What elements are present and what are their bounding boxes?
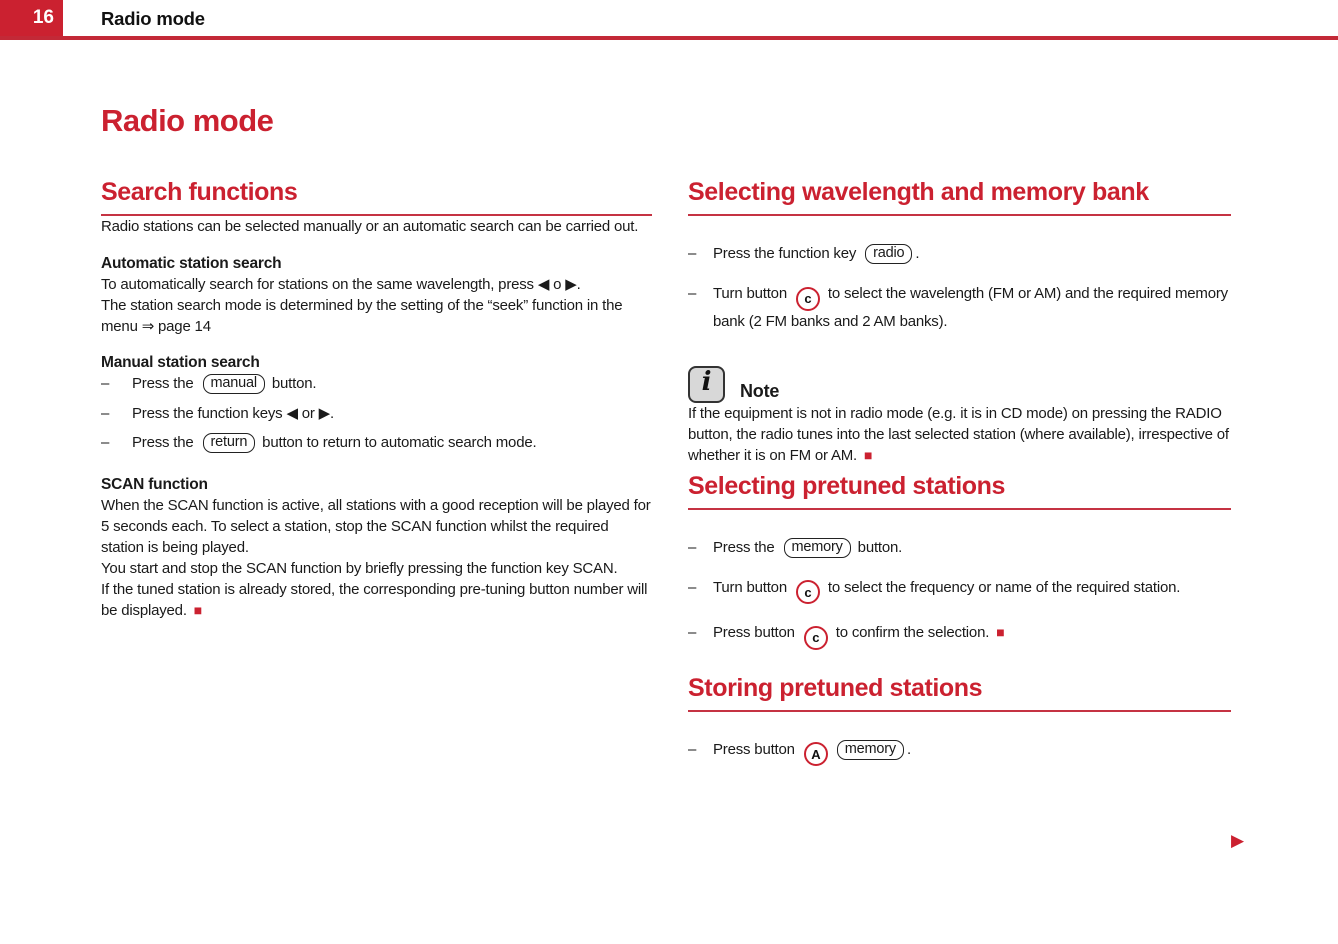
list-item <box>101 373 652 395</box>
step-text-post: to select the frequency or name of the required station. <box>823 578 1181 596</box>
step-text-post: button. <box>853 538 903 556</box>
bullet-dash: – <box>688 624 697 641</box>
knob-c-icon: c <box>796 580 820 604</box>
note-paragraph <box>688 403 1231 466</box>
paragraph <box>101 579 652 621</box>
paragraph: The station search mode is determined by the setting of the “seek” function in the menu ⇒ page 14 <box>101 297 623 335</box>
bullet-dash: – <box>688 245 697 262</box>
section-end-marker: ■ <box>996 624 1005 640</box>
step-text-pre: Press the <box>132 375 198 392</box>
section-heading-search-functions: Search functions <box>101 172 652 216</box>
list-item <box>688 739 1231 767</box>
return-key-button: return <box>203 433 256 453</box>
manual-search-steps <box>101 373 652 454</box>
step-text <box>132 432 652 454</box>
bullet-dash: – <box>688 285 697 302</box>
step-text-post: . <box>915 245 920 262</box>
step-text-pre: Press the <box>132 434 198 451</box>
header-rule <box>0 36 1338 40</box>
step-text <box>713 243 1231 265</box>
memory-key-button: memory <box>784 538 851 558</box>
step-text-pre: Press button <box>713 624 799 641</box>
paragraph: Radio stations can be selected manually or an automatic search can be carried out. <box>101 218 639 235</box>
knob-a-icon: A <box>804 742 828 766</box>
step-text <box>713 283 1231 332</box>
page-number-badge: 16 <box>0 0 63 37</box>
content-columns <box>101 172 1231 784</box>
bullet-dash: – <box>688 538 697 556</box>
subsection-heading-automatic-search: Automatic station search <box>101 255 282 272</box>
bullet-dash: – <box>101 405 110 422</box>
bullet-dash: – <box>688 578 697 596</box>
info-icon <box>688 366 725 403</box>
wavelength-steps <box>688 243 1231 332</box>
step-text-post: to select the wavelength (FM or AM) and the required memory bank (2 FM banks and 2 AM banks). <box>713 285 1228 330</box>
section-heading-selecting-pretuned: Selecting pretuned stations <box>688 466 1231 510</box>
list-item <box>688 283 1231 332</box>
note-header <box>688 366 1231 403</box>
manual-key-button: manual <box>203 374 265 394</box>
list-item <box>688 537 1231 559</box>
running-header-title: Radio mode <box>101 8 205 29</box>
paragraph: To automatically search for stations on the same wavelength, press ◀ o ▶. <box>101 276 581 293</box>
list-item <box>688 243 1231 265</box>
info-icon-glyph: i <box>701 367 712 397</box>
continuation-arrow-icon: ▶ <box>1231 831 1245 850</box>
step-text: Press the function keys ◀ or ▶. <box>132 405 334 422</box>
radio-key-button: radio <box>865 244 912 264</box>
list-item <box>688 577 1231 605</box>
step-text-pre: Turn button <box>713 578 791 596</box>
step-text-pre: Press the function key <box>713 245 861 262</box>
page-title: Radio mode <box>101 103 274 138</box>
section-end-marker: ■ <box>864 446 873 463</box>
knob-c-icon: c <box>804 626 828 650</box>
left-column <box>101 172 652 784</box>
section-heading-storing-pretuned: Storing pretuned stations <box>688 668 1231 712</box>
step-text-pre: Press the <box>713 538 779 556</box>
step-text <box>713 739 1231 767</box>
list-item <box>101 432 652 454</box>
bullet-dash: – <box>101 375 110 392</box>
step-text-post: button. <box>267 375 317 392</box>
section-end-marker: ■ <box>193 602 203 618</box>
step-text-post: to confirm the selection. <box>831 624 990 641</box>
paragraph-text: If the tuned station is already stored, the corresponding pre-tuning button number will be displayed. <box>101 581 648 619</box>
step-text <box>132 373 652 395</box>
step-text-pre: Press button <box>713 740 799 758</box>
step-text <box>713 537 1231 559</box>
storing-pretuned-steps <box>688 739 1231 767</box>
selecting-pretuned-steps <box>688 537 1231 650</box>
subsection-heading-scan-function: SCAN function <box>101 476 208 493</box>
list-item <box>688 622 1231 650</box>
knob-c-icon: c <box>796 287 820 311</box>
list-item <box>101 403 652 424</box>
paragraph: When the SCAN function is active, all stations with a good reception will be played for 5 seconds each. To select a station, stop the SCAN function whilst the required station is being played. <box>101 497 651 556</box>
step-text <box>713 577 1231 605</box>
memory-key-button: memory <box>837 740 904 760</box>
step-text-post: button to return to automatic search mode. <box>258 434 537 451</box>
subsection-heading-manual-search: Manual station search <box>101 354 260 371</box>
note-paragraph-text: If the equipment is not in radio mode (e.g. it is in CD mode) on pressing the RADIO button, the radio tunes into the last selected station (where available), irrespective of whether it is on FM or AM. <box>688 404 1229 464</box>
step-text <box>713 622 1231 650</box>
step-text-pre: Turn button <box>713 285 791 302</box>
step-text-post: . <box>906 740 911 758</box>
page-header <box>0 0 1338 40</box>
paragraph: You start and stop the SCAN function by briefly pressing the function key SCAN. <box>101 560 618 577</box>
section-heading-selecting-wavelength: Selecting wavelength and memory bank <box>688 172 1231 216</box>
note-label: Note <box>740 380 780 401</box>
right-column <box>688 172 1231 784</box>
bullet-dash: – <box>101 434 110 451</box>
bullet-dash: – <box>688 740 697 758</box>
